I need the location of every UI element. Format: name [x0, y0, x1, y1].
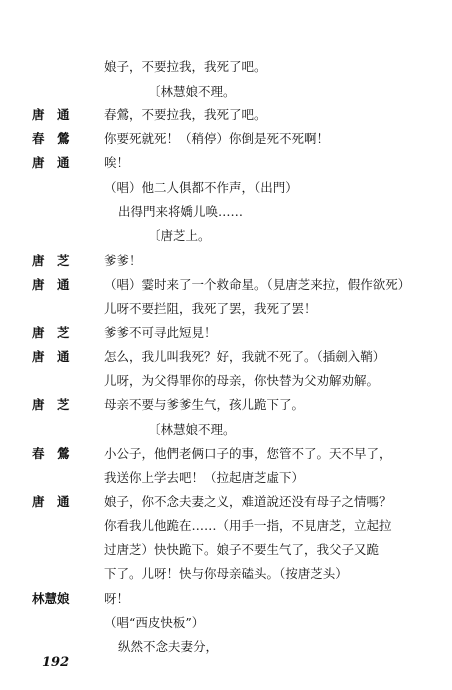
speaker-name: 唐 芝 — [32, 253, 70, 268]
speaker-name: 林慧娘 — [32, 591, 70, 606]
song-line: 出得門来将嬌儿唤…… — [118, 204, 244, 219]
speaker-name: 唐 通 — [32, 277, 70, 292]
dialogue-line: 我送你上学去吧！（拉起唐芝虛下） — [104, 470, 305, 485]
dialogue-line: 儿呀，为父得罪你的母亲，你快替为父劝解劝解。 — [104, 373, 380, 388]
song-line: （唱）他二人俱都不作声，（出門） — [104, 180, 298, 195]
stage-direction: 〔唐芝上。 — [148, 228, 211, 243]
speaker-name: 唐 通 — [32, 155, 70, 170]
dialogue-line: 爹爹不可寻此短見！ — [104, 325, 217, 340]
dialogue-line: 儿呀不要拦阻，我死了罢，我死了罢！ — [104, 301, 317, 316]
speaker-name: 春 鶯 — [32, 131, 70, 146]
speaker-name: 唐 通 — [32, 107, 70, 122]
dialogue-line: 你看我儿他跪在……（用手一指，不見唐芝，立起拉 — [104, 518, 392, 533]
stage-direction: 〔林慧娘不理。 — [148, 422, 236, 437]
song-line: 纵然不念夫妻分， — [118, 639, 219, 654]
speaker-name: 唐 芝 — [32, 325, 70, 340]
dialogue-line: 你要死就死！（稍停）你倒是死不死啊！ — [104, 131, 330, 146]
dialogue-line: 春鶯，不要拉我，我死了吧。 — [104, 107, 267, 122]
dialogue-line: 呀！ — [104, 591, 130, 606]
speaker-name: 春 鶯 — [32, 446, 70, 461]
stage-direction: 〔林慧娘不理。 — [148, 84, 236, 99]
dialogue-line: 小公子，他們老俩口子的事，您管不了。天不早了， — [104, 446, 392, 461]
dialogue-line: 过唐芝）快快跪下。娘子不要生气了，我父子又跪 — [104, 542, 380, 557]
song-line: （唱“西皮快板”） — [104, 615, 205, 630]
dialogue-line: 爹爹！ — [104, 253, 142, 268]
dialogue-line: 怎么，我儿叫我死？好，我就不死了。（插劍入鞘） — [104, 349, 386, 364]
speaker-name: 唐 通 — [32, 349, 70, 364]
dialogue-line: 娘子，你不念夫妻之义，难道說还没有母子之情嗎？ — [104, 494, 392, 509]
dialogue-line: 母亲不要与爹爹生气，孩儿跪下了。 — [104, 397, 305, 412]
dialogue-line: 娘子，不要拉我，我死了吧。 — [104, 59, 267, 74]
page-number: 192 — [42, 655, 70, 670]
dialogue-line: 唉！ — [104, 155, 130, 170]
dialogue-line: 下了。儿呀！快与你母亲磕头。（按唐芝头） — [104, 566, 348, 581]
speaker-name: 唐 通 — [32, 494, 70, 509]
dialogue-line: （唱）霎时来了一个救命星。（見唐芝来拉，假作欲死） — [104, 277, 411, 292]
speaker-name: 唐 芝 — [32, 397, 70, 412]
